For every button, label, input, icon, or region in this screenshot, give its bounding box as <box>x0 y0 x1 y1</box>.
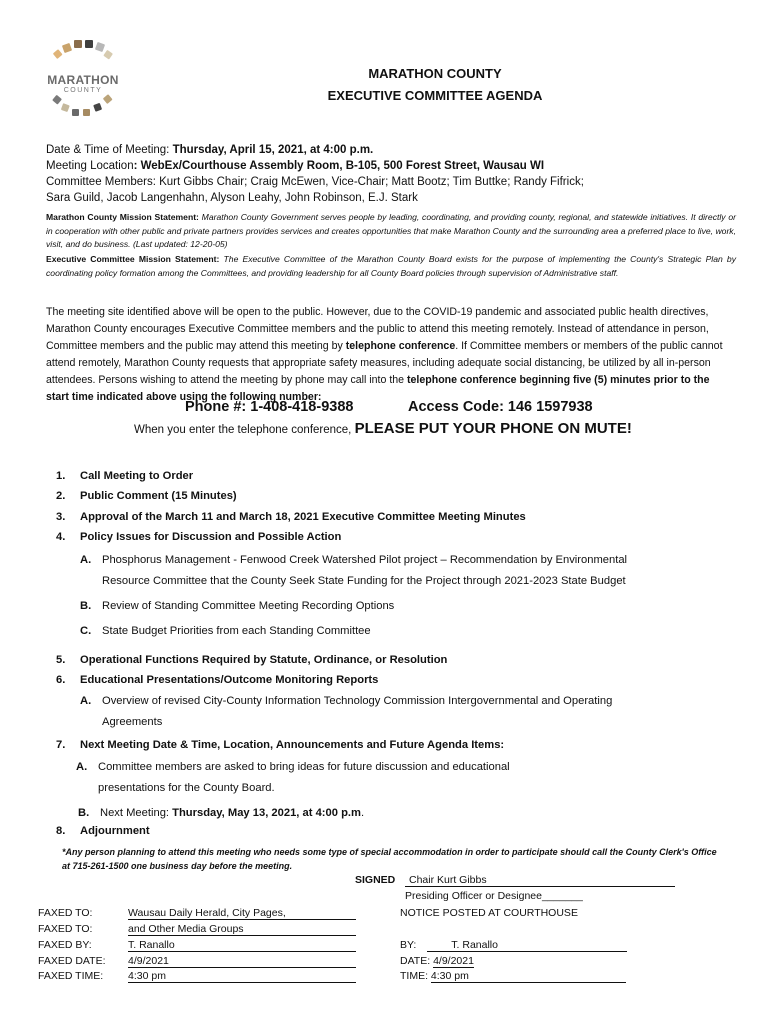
fax-value-3: T. Ranallo <box>128 939 356 952</box>
remote-attendance-notice: The meeting site identified above will be open to the public. However, due to the COVID-19 pandemic and associated public health directives, Marathon County encourages Executive Committee members and the public to attend this meeting remotely. Instead of attendance in person, Committee members and the public may attend this meeting by telephone conference. If Committee members or members of the public cannot attend remotely, Marathon County requests that appropriate safety measures, including adequate social distancing, be utilized by all in-person attendees. Persons wishing to attend the meeting by phone may call into the telephone conference beginning five (5) minutes prior to the start time indicated above using the following number: <box>46 306 723 403</box>
notice-posted-label: NOTICE POSTED AT COURTHOUSE <box>400 907 578 919</box>
county-mission-statement: Marathon County Mission Statement: Marathon County Government serves people by leading, coordinating, and providing county, regional, and statewide initiatives. It directly or in cooperation with other public and private partners provides services and creates opportunities that make Marathon County and the surrounding area a preferred place to live, work, visit, and do business. (Last updated: 12-20-05) <box>46 212 736 250</box>
chair-signature: Chair Kurt Gibbs <box>405 874 675 887</box>
agenda-item-5: 5. Operational Functions Required by Statute, Ordinance, or Resolution <box>56 654 448 666</box>
agenda-item-2: 2. Public Comment (15 Minutes) <box>56 490 237 502</box>
presiding-officer-label: Presiding Officer or Designee_______ <box>405 890 583 902</box>
accommodation-notice: *Any person planning to attend this meeting who needs some type of special accommodation in order to participate should call the County Clerk's Office at 715-261-1500 one business day before the meeting. <box>62 847 717 871</box>
fax-value-2: and Other Media Groups <box>128 923 356 936</box>
committee-members-line-2: Sara Guild, Jacob Langenhahn, Alyson Leahy, John Robinson, E.J. Stark <box>46 192 418 204</box>
meeting-location-line: Meeting Location: WebEx/Courthouse Assembly Room, B-105, 500 Forest Street, Wausau WI <box>46 160 545 172</box>
logo-subtitle: COUNTY <box>63 87 103 94</box>
fax-label-5: FAXED TIME: <box>38 970 104 982</box>
agenda-item-7b: B. Next Meeting: Thursday, May 13, 2021, at 4:00 p.m. <box>78 807 365 819</box>
posted-by: BY: T. Ranallo <box>400 939 627 952</box>
fax-value-5: 4:30 pm <box>128 970 356 983</box>
agenda-item-4: 4. Policy Issues for Discussion and Possible Action <box>56 531 342 543</box>
agenda-item-1: 1. Call Meeting to Order <box>56 470 194 482</box>
meeting-date-line: Date & Time of Meeting: Thursday, April 15, 2021, at 4:00 p.m. <box>46 144 374 156</box>
agenda-item-6a: A. Overview of revised City-County Information Technology Commission Intergovernmental and Operating Agreements <box>80 695 613 728</box>
mute-instruction: When you enter the telephone conference, PLEASE PUT YOUR PHONE ON MUTE! <box>134 420 632 437</box>
fax-label-2: FAXED TO: <box>38 923 93 935</box>
agenda-item-7: 7. Next Meeting Date & Time, Location, Announcements and Future Agenda Items: <box>56 739 505 751</box>
document-title: MARATHON COUNTY <box>368 66 502 81</box>
posted-time: TIME: 4:30 pm <box>400 970 626 983</box>
fax-label-4: FAXED DATE: <box>38 955 106 967</box>
agenda-item-4c: C. State Budget Priorities from each Standing Committee <box>80 625 371 637</box>
access-code: Access Code: 146 1597938 <box>408 399 593 415</box>
fax-label-1: FAXED TO: <box>38 907 93 919</box>
executive-mission-statement: Executive Committee Mission Statement: The Executive Committee of the Marathon County Board exists for the purpose of implementing the County's Strategic Plan by coordinating policy formation among the Committees, and providing leadership for all County Board policies through supervision of Administrative staff. <box>46 254 736 278</box>
signed-label: SIGNED <box>355 874 396 886</box>
fax-label-3: FAXED BY: <box>38 939 92 951</box>
phone-number: Phone #: 1-408-418-9388 <box>185 399 354 415</box>
posted-date: DATE: 4/9/2021 <box>400 955 474 967</box>
agenda-item-4b: B. Review of Standing Committee Meeting Recording Options <box>80 600 395 612</box>
document-subtitle: EXECUTIVE COMMITTEE AGENDA <box>327 88 543 103</box>
committee-members-line-1: Committee Members: Kurt Gibbs Chair; Craig McEwen, Vice-Chair; Matt Bootz; Tim Buttke; Randy Fifrick; <box>46 176 584 188</box>
agenda-item-6: 6. Educational Presentations/Outcome Monitoring Reports <box>56 674 379 686</box>
agenda-item-3: 3. Approval of the March 11 and March 18, 2021 Executive Committee Meeting Minutes <box>56 511 526 523</box>
agenda-item-7a: A. Committee members are asked to bring ideas for future discussion and educational presentations for the County Board. <box>76 761 510 794</box>
agenda-item-8: 8. Adjournment <box>56 825 150 837</box>
logo-wordmark: MARATHON <box>47 73 119 87</box>
fax-value-4: 4/9/2021 <box>128 955 356 968</box>
fax-value-1: Wausau Daily Herald, City Pages, <box>128 907 356 920</box>
agenda-item-4a: A. Phosphorus Management - Fenwood Creek Watershed Pilot project – Recommendation by Environmental Resource Committee that the County Seek State Funding for the Project through 2021-2023 State Budget <box>80 554 628 587</box>
